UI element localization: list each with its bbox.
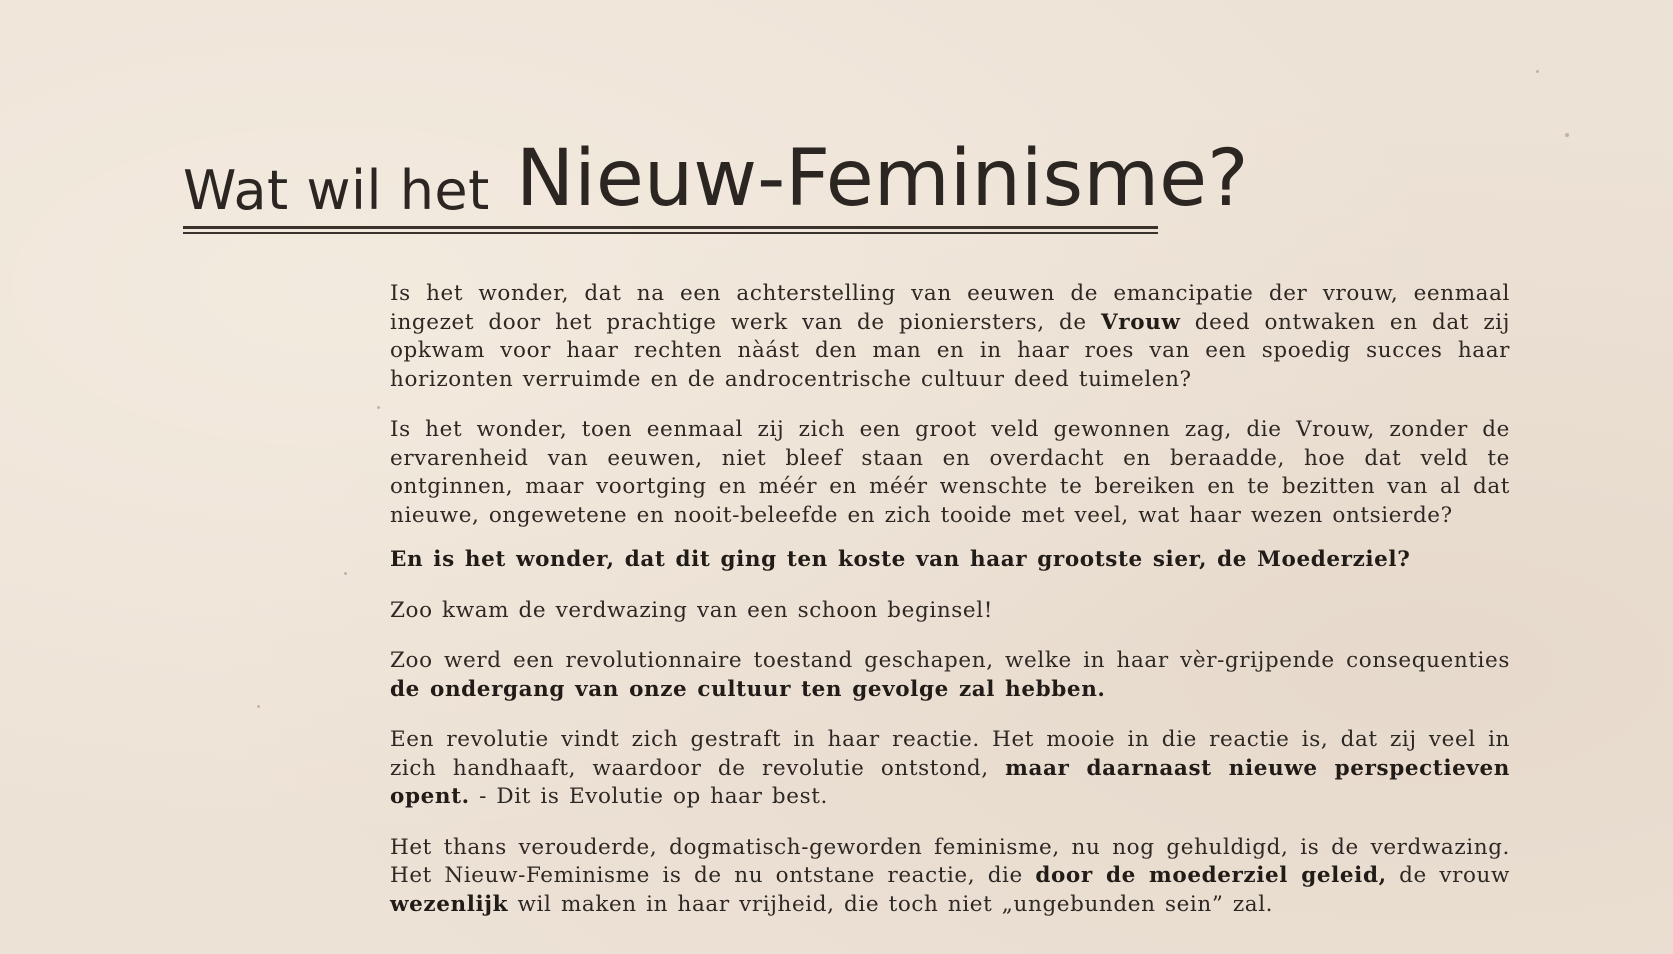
- title-prefix: Wat wil het: [183, 159, 490, 222]
- paragraph-7-bold-2: wezenlijk: [390, 891, 509, 917]
- paper-speck: [257, 705, 260, 708]
- title-main: Nieuw-Feminisme?: [515, 134, 1249, 224]
- page-title: [183, 134, 1249, 224]
- paragraph-5: [390, 647, 1510, 704]
- paragraph-2-text: Is het wonder, toen eenmaal zij zich een groot veld gewonnen zag, die Vrouw, zonder de ervarenheid van eeuwen, niet bleef staan en overdacht en beraadde, hoe dat veld te ontginnen, maar voortging en méér en méér wenschte te bereiken en te bezitten van al dat nieuwe, ongewetene en nooit-beleefde en zich tooide met veel, wat haar wezen ontsierde?: [390, 417, 1510, 528]
- paragraph-2: [390, 416, 1510, 530]
- paper-speck: [1536, 70, 1539, 73]
- title-underline-thin: [183, 232, 1158, 234]
- paragraph-4-text: Zoo kwam de verdwazing van een schoon beginsel!: [390, 597, 993, 623]
- paragraph-5-bold: de ondergang van onze cultuur ten gevolge zal hebben.: [390, 676, 1106, 702]
- paragraph-6: [390, 726, 1510, 812]
- paragraph-6-text: Een revolutie vindt zich gestraft in haar reactie. Het mooie in die reactie is, dat zij veel in zich handhaaft, waardoor de revolutie ontstond,: [390, 727, 1510, 781]
- paragraph-1-bold: Vrouw: [1100, 309, 1181, 335]
- title-underline-thick: [183, 226, 1158, 229]
- body-text: [390, 280, 1510, 941]
- paragraph-7-bold-1: door de moederziel geleid,: [1035, 863, 1387, 888]
- paragraph-3-text: En is het wonder, dat dit ging ten koste van haar grootste sier, de Moederziel?: [390, 547, 1411, 572]
- paragraph-6-text-end: - Dit is Evolutie op haar best.: [469, 784, 828, 809]
- paper-speck: [377, 406, 380, 409]
- title-block: [183, 134, 1249, 234]
- paragraph-7-text-mid: de vrouw: [1386, 863, 1510, 888]
- paragraph-4: [390, 597, 1510, 626]
- paragraph-6-bold: maar daarnaast nieuwe perspectieven opent.: [390, 755, 1510, 809]
- paragraph-7: [390, 834, 1510, 920]
- paragraph-3: [390, 546, 1510, 575]
- paragraph-1: [390, 280, 1510, 394]
- paragraph-7-text: Het thans verouderde, dogmatisch-geworden feminisme, nu nog gehuldigd, is de verdwazing. Het Nieuw-Feminisme is de nu ontstane reactie, die: [390, 834, 1510, 888]
- paragraph-7-text-end: wil maken in haar vrijheid, die toch niet „ungebunden sein” zal.: [508, 891, 1274, 917]
- paper-speck: [1565, 133, 1569, 137]
- paper-speck: [344, 572, 347, 575]
- paragraph-1-text-end: deed ontwaken en dat zij opkwam voor haar rechten nàást den man en in haar roes van een spoedig succes haar horizonten verruimde en de androcentrische cultuur deed tuimelen?: [390, 309, 1510, 392]
- paragraph-5-text: Zoo werd een revolutionnaire toestand geschapen, welke in haar vèr-grijpende consequenties: [390, 648, 1510, 673]
- paragraph-1-text: Is het wonder, dat na een achterstelling van eeuwen de emancipatie der vrouw, eenmaal ingezet door het prachtige werk van de pioniersters, de: [390, 281, 1510, 335]
